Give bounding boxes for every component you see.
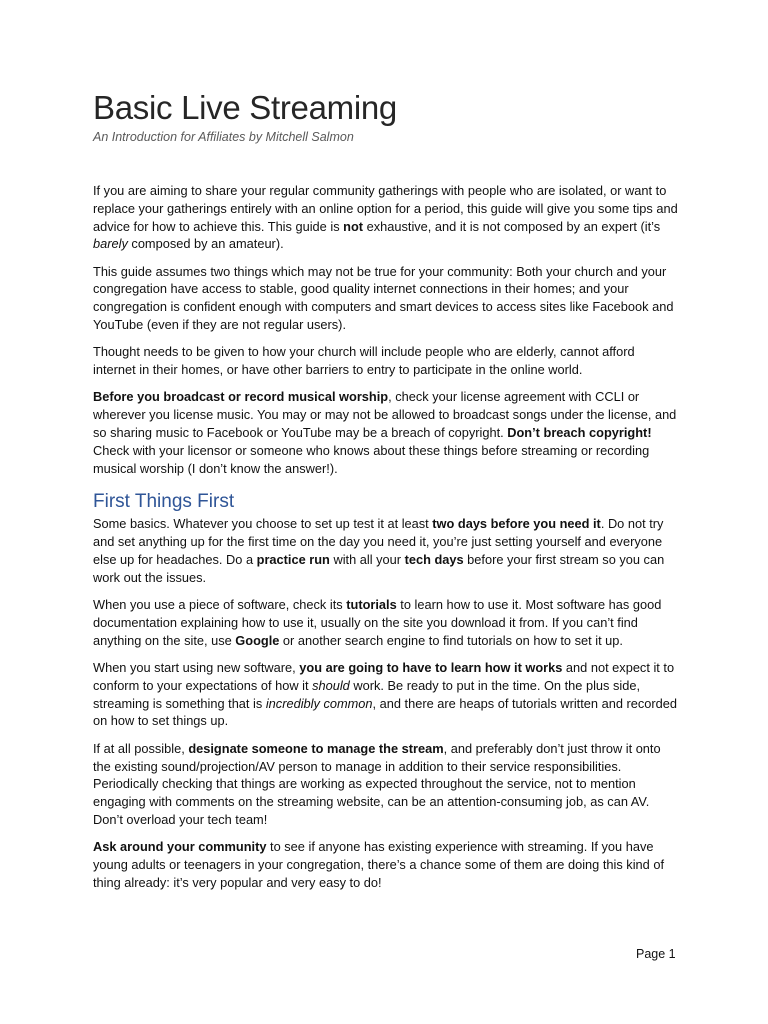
paragraph — [93, 596, 679, 649]
bold-text: not — [343, 218, 364, 234]
bold-text: Ask around your community — [93, 839, 267, 855]
paragraph — [93, 388, 679, 477]
bold-text: Google — [235, 632, 280, 648]
paragraph — [93, 659, 679, 730]
paragraph — [93, 343, 679, 379]
section-heading: First Things First — [93, 491, 235, 513]
text-run: to learn how to use it. Most software has good documentation explaining how to use it, usually on the site you download it from. If you can’t find anything on the site, use — [93, 597, 662, 648]
bold-text: Don’t breach copyright! — [507, 425, 652, 441]
bold-text: practice run — [256, 552, 330, 568]
bold-text: tutorials — [346, 597, 397, 613]
document-title: Basic Live Streaming — [93, 89, 397, 126]
text-run: , check your license agreement with CCLI or wherever you license music. You may or may not be allowed to broadcast songs under the license, and so sharing music to Facebook or YouTube may be a breach of copyright. — [93, 389, 677, 441]
text-run: exhaustive, and it is not composed by an expert (it’s — [363, 218, 661, 234]
text-run: If you are aiming to share your regular community gatherings with people who are isolated, or want to replace your gatherings entirely with an online option for a period, this guide will give you some tips and advice for how to achieve this. This guide is — [93, 183, 678, 234]
text-run: , and preferably don’t just throw it onto the existing sound/projection/AV person to manage in addition to their service responsibilities. Periodically checking that things are working as expected throughout the service, not to mention engaging with comments on the streaming website, can be an attention-consuming job, as can AV. Don’t overload your tech team! — [93, 740, 661, 827]
bold-text: designate someone to manage the stream — [188, 740, 444, 756]
text-run: Some basics. Whatever you choose to set up test it at least — [93, 516, 433, 532]
text-run: Thought needs to be given to how your church will include people who are elderly, cannot afford internet in their homes, or have other barriers to entry to participate in the online world. — [93, 344, 635, 378]
bold-text: Before you broadcast or record musical worship — [93, 389, 389, 405]
bold-text: two days before you need it — [432, 516, 601, 532]
text-run: When you start using new software, — [93, 660, 300, 676]
text-run: or another search engine to find tutorials on how to set it up. — [279, 632, 623, 648]
document-subtitle: An Introduction for Affiliates by Mitchell Salmon — [93, 130, 354, 144]
text-run: , and there are heaps of tutorials written and recorded on how to set things up. — [93, 695, 677, 729]
paragraph — [93, 182, 679, 253]
document-body — [93, 182, 679, 901]
italic-text: barely — [93, 236, 128, 252]
italic-text: incredibly common — [265, 695, 373, 711]
text-run: Check with your licensor or someone who knows about these things before streaming or recording musical worship (I don’t know the answer!). — [93, 442, 650, 476]
text-run: composed by an amateur). — [127, 236, 284, 252]
paragraph — [93, 515, 679, 586]
paragraph — [93, 740, 679, 829]
text-run: When you use a piece of software, check its — [93, 597, 347, 613]
text-run: with all your — [329, 552, 405, 568]
text-run: work. Be ready to put in the time. On the plus side, streaming is something that is — [93, 677, 641, 711]
text-run: . Do not try and set anything up for the first time on the day you need it, you’re just setting yourself and everyone else up for headaches. Do a — [93, 516, 664, 568]
text-run: before your first stream so you can work out the issues. — [93, 552, 665, 585]
text-run: If at all possible, — [93, 740, 189, 756]
text-run: and not expect it to conform to your expectations of how it — [93, 660, 675, 693]
paragraph — [93, 838, 679, 891]
intro-paragraphs — [93, 182, 679, 477]
text-run: This guide assumes two things which may not be true for your community: Both your church and your congregation have access to stable, good quality internet connections in their homes; and your congregation is confident enough with computers and smart devices to access sites like Facebook and YouTube (even if they are not regular users). — [93, 263, 674, 333]
bold-text: tech days — [404, 552, 464, 568]
section-paragraphs — [93, 515, 679, 891]
bold-text: you are going to have to learn how it works — [299, 660, 563, 676]
italic-text: should — [312, 677, 350, 693]
text-run: to see if anyone has existing experience with streaming. If you have young adults or teenagers in your congregation, there’s a chance some of them are doing this kind of thing already: it’s very popular and very easy to do! — [93, 839, 664, 890]
page-number: Page 1 — [636, 947, 676, 961]
paragraph — [93, 263, 679, 334]
